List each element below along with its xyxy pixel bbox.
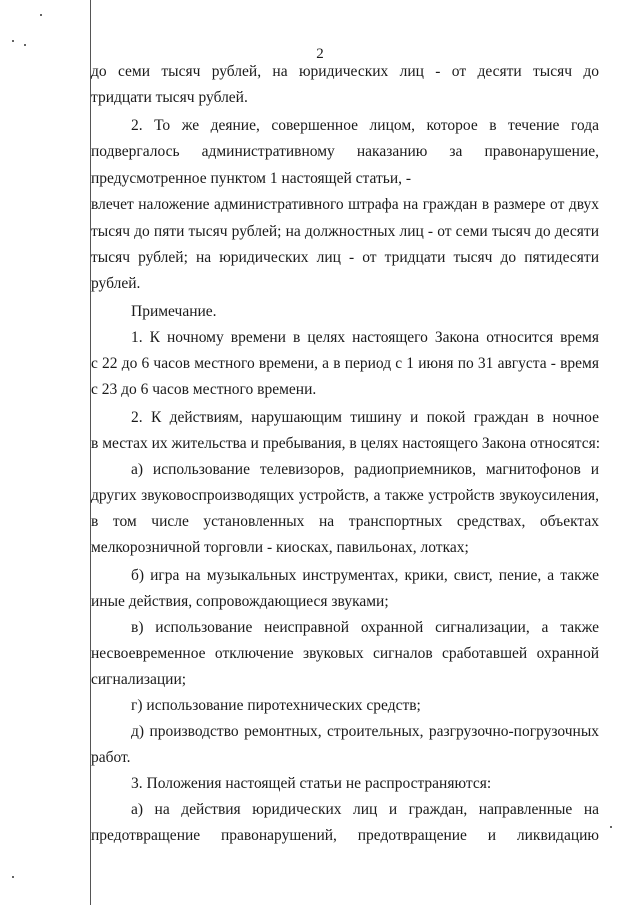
scan-speck	[610, 826, 612, 828]
scan-speck	[40, 14, 42, 16]
page-number: 2	[316, 46, 324, 62]
text-line: других звуковоспроизводящих устройств, а также устройств звукоусиления,	[91, 487, 599, 504]
text-line: 2. К действиям, нарушающим тишину и покой граждан в ночное	[131, 409, 599, 426]
text-line: с 23 до 6 часов местного времени.	[91, 381, 317, 398]
text-line: 2. То же деяние, совершенное лицом, которое в течение года	[131, 117, 599, 134]
text-line: влечет наложение административного штрафа на граждан в размере от двух	[91, 196, 599, 213]
text-line: предусмотренное пунктом 1 настоящей статьи, -	[91, 170, 412, 187]
text-line: сигнализации;	[91, 671, 187, 688]
text-line: иные действия, сопровождающиеся звуками;	[91, 593, 389, 610]
text-line: Примечание.	[131, 303, 217, 320]
text-line: с 22 до 6 часов местного времени, а в период с 1 июня по 31 августа - время	[91, 355, 599, 372]
text-line: рублей.	[91, 275, 141, 292]
text-line: в том числе установленных на транспортных средствах, объектах	[91, 513, 599, 530]
text-line: г) использование пиротехнических средств;	[131, 697, 421, 714]
text-line: мелкорозничной торговли - киосках, павильонах, лотках;	[91, 539, 469, 556]
text-line: тысяч до пяти тысяч рублей; на должностных лиц - от семи тысяч до десяти	[91, 223, 599, 240]
text-line: в) использование неисправной охранной сигнализации, а также	[131, 619, 599, 636]
text-line: тридцати тысяч рублей.	[91, 89, 248, 106]
scan-speck	[12, 40, 14, 42]
text-line: работ.	[91, 749, 131, 766]
text-line: тысяч рублей; на юридических лиц - от тридцати тысяч до пятидесяти	[91, 249, 599, 266]
text-line: а) использование телевизоров, радиоприемников, магнитофонов и	[131, 461, 599, 478]
text-line: несвоевременное отключение звуковых сигналов сработавшей охранной	[91, 645, 599, 662]
text-line: в местах их жительства и пребывания, в целях настоящего Закона относятся:	[91, 435, 601, 452]
text-line: д) производство ремонтных, строительных, разгрузочно-погрузочных	[131, 723, 599, 740]
text-line: 3. Положения настоящей статьи не распространяются:	[131, 775, 492, 792]
text-line: подвергалось административному наказанию за правонарушение,	[91, 143, 599, 160]
text-line: 1. К ночному времени в целях настоящего Закона относится время	[131, 329, 599, 346]
text-line: до семи тысяч рублей, на юридических лиц - от десяти тысяч до	[91, 63, 599, 80]
scan-speck	[12, 876, 14, 878]
text-line: а) на действия юридических лиц и граждан, направленные на	[131, 801, 599, 818]
text-line: предотвращение правонарушений, предотвращение и ликвидацию	[91, 827, 599, 844]
text-line: б) игра на музыкальных инструментах, крики, свист, пение, а также	[131, 567, 599, 584]
